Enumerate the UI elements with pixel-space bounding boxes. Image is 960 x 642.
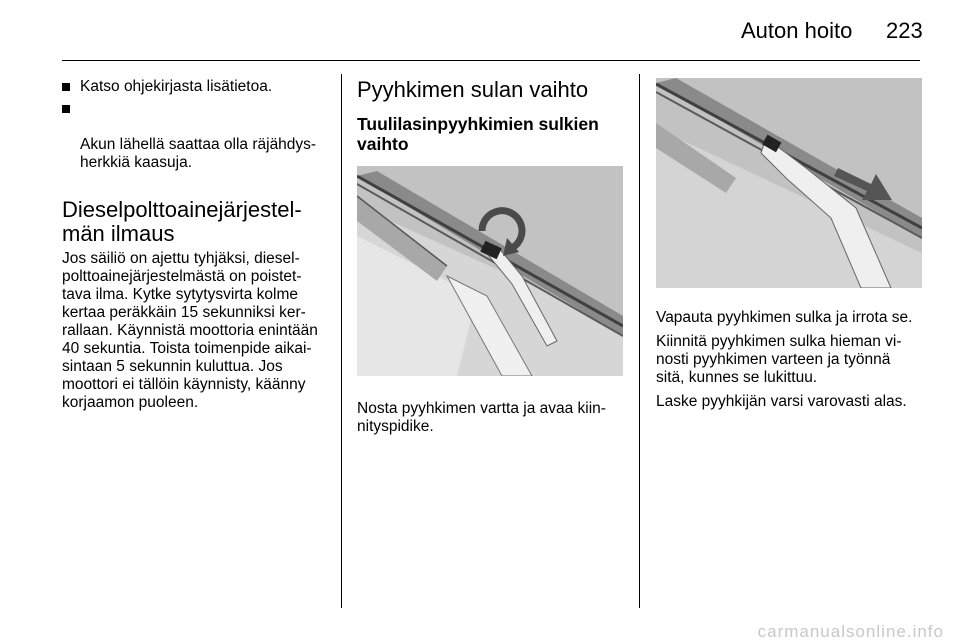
bullet-item	[62, 100, 326, 172]
bullet-text: Akun lähellä saattaa olla räjähdys- herkkiä kaasuja.	[80, 136, 317, 171]
step-text: Laske pyyhkijän varsi varovasti alas.	[656, 393, 907, 410]
page-footer	[0, 620, 960, 642]
page-header	[0, 0, 960, 64]
windscreen-wiper-subheading: Tuulilasinpyyhkimien sulkien vaihto	[357, 114, 599, 154]
bullet-square-icon	[62, 105, 70, 113]
wiper-remove-figure	[656, 78, 922, 288]
wiper-blade-remove-icon	[656, 78, 922, 288]
diesel-bleeding-heading: Dieselpolttoainejärjestel- män ilmaus	[62, 197, 302, 246]
column-divider	[639, 74, 640, 608]
section-title: Auton hoito	[741, 18, 853, 43]
wiper-replacement-heading: Pyyhkimen sulan vaihto	[357, 77, 589, 102]
column-middle	[357, 78, 623, 442]
header-rule	[62, 60, 920, 61]
bullet-text: Katso ohjekirjasta lisätietoa.	[80, 78, 273, 95]
wiper-blade-clip-lift-icon	[357, 166, 623, 376]
column-divider	[341, 74, 342, 608]
column-left	[62, 78, 326, 418]
wiper-clip-figure	[357, 166, 623, 376]
step-text: Vapauta pyyhkimen sulka ja irrota se.	[656, 309, 913, 326]
column-right	[656, 78, 922, 417]
step-text: Kiinnitä pyyhkimen sulka hieman vi- nosti pyyhkimen varteen ja työnnä sitä, kunnes se lukittuu.	[656, 333, 902, 386]
figure-caption: Nosta pyyhkimen vartta ja avaa kiin- nityspidike.	[357, 400, 606, 435]
diesel-bleeding-text: Jos säiliö on ajettu tyhjäksi, diesel- polttoainejärjestelmästä on poistet- tava ilma. Kytke sytytysvirta kolme kertaa peräkkäin 15 sekunniksi ker- rallaan. Käynnistä moottoria enintään 40 sekuntia. Toista toimenpide aikai- sintaan 5 sekunnin kuluttua. Jos moottori ei tällöin käynnisty, käänny korjaamon puoleen.	[62, 250, 318, 411]
bullet-square-icon	[62, 83, 70, 91]
watermark: carmanualsonline.info	[757, 622, 944, 641]
page-number: 223	[886, 18, 923, 43]
bullet-item	[62, 78, 326, 96]
